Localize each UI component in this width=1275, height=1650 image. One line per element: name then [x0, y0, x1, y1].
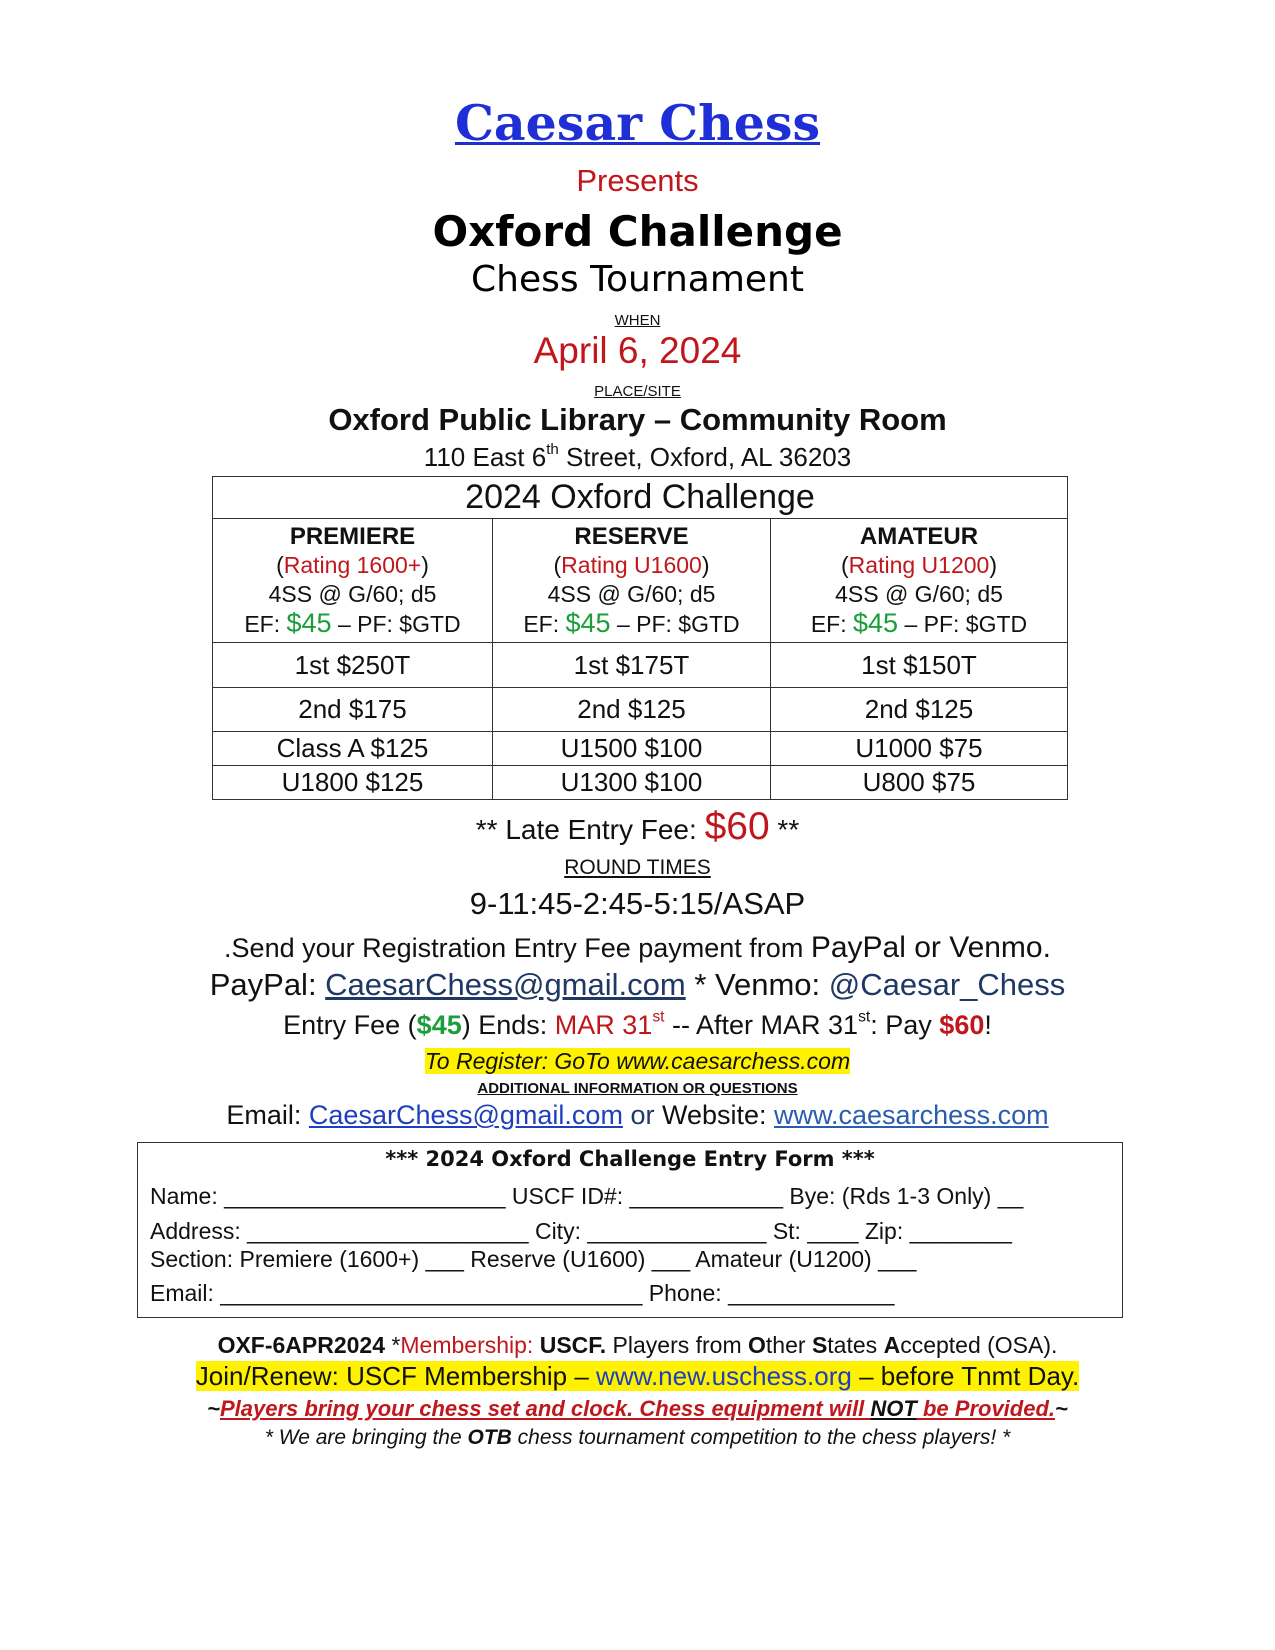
prize-cell: U1500 $100 [493, 732, 771, 766]
event-title: Oxford Challenge [432, 207, 843, 256]
payment-methods: PayPal or Venmo. [810, 931, 1051, 964]
entry-form-title: *** 2024 Oxford Challenge Entry Form *** [385, 1147, 875, 1171]
late-amount: $60 [939, 1010, 985, 1040]
paypal-email-link[interactable]: CaesarChess@gmail.com [325, 967, 686, 1002]
entry-fee-deadline [0, 1010, 1275, 1041]
round-times-label: ROUND TIMES [564, 856, 711, 879]
event-date: April 6, 2024 [533, 330, 742, 371]
membership-line [0, 1332, 1275, 1358]
section-fees [213, 609, 492, 639]
prize-cell: U1800 $125 [213, 766, 493, 800]
prize-cell: 1st $250T [213, 643, 493, 688]
after-text: -- After MAR 31 [664, 1010, 859, 1040]
late-entry-amount: $60 [704, 805, 770, 848]
round-times-value: 9-11:45-2:45-5:15/ASAP [469, 886, 806, 921]
pf-text: – PF: $GTD [898, 611, 1028, 637]
section-fees [771, 609, 1067, 639]
prize-cell: U1000 $75 [771, 732, 1068, 766]
section-name: AMATEUR [859, 523, 979, 550]
prize-cell: Class A $125 [213, 732, 493, 766]
register-text[interactable]: To Register: GoTo www.caesarchess.com [424, 1048, 851, 1074]
prize-table [212, 476, 1068, 800]
osa-letter: A [883, 1332, 901, 1358]
section-reserve [493, 519, 771, 643]
after-sup: st [858, 1008, 871, 1026]
late-entry-label: ** Late Entry Fee: [475, 814, 705, 845]
when-label: WHEN [614, 312, 661, 329]
tilde: ~ [1055, 1396, 1068, 1421]
section-fees [493, 609, 770, 639]
prize-cell: U800 $75 [771, 766, 1068, 800]
entry-form-row-contact[interactable]: Email: _________________________________ Phone: _____________ [150, 1280, 895, 1306]
deadline-sup: st [652, 1008, 665, 1026]
exclamation: ! [984, 1010, 992, 1040]
rating-text: Rating 1600+ [283, 552, 422, 578]
payment-accounts [0, 967, 1275, 1003]
section-name: RESERVE [574, 523, 689, 550]
website-label: Website: [661, 1100, 775, 1130]
join-renew-banner [0, 1362, 1275, 1392]
entry-form-row-section[interactable]: Section: Premiere (1600+) ___ Reserve (U1600) ___ Amateur (U1200) ___ [150, 1246, 917, 1272]
deadline-date [555, 1010, 665, 1040]
join-text: – before Tnmt Day. [851, 1361, 1080, 1391]
equipment-not: NOT [870, 1396, 917, 1421]
site-label: PLACE/SITE [594, 383, 681, 400]
payment-instructions [0, 931, 1275, 966]
pf-text: – PF: $GTD [331, 611, 461, 637]
equipment-text: be Provided. [916, 1396, 1056, 1421]
join-renew-highlight [196, 1361, 1079, 1391]
section-name: PREMIERE [289, 523, 416, 550]
or-text: or [622, 1100, 662, 1130]
fee-text: ) Ends: [461, 1010, 555, 1040]
osa-text: Players from [606, 1332, 749, 1358]
event-code: OXF-6APR2024 [217, 1332, 392, 1358]
late-entry-suffix: ** [769, 814, 800, 845]
register-banner [0, 1048, 1275, 1074]
section-format: 4SS @ G/60; d5 [547, 581, 716, 607]
prize-cell: 2nd $125 [771, 688, 1068, 732]
otb-text: * We are bringing the [264, 1426, 468, 1449]
ef-amount: $45 [565, 608, 611, 638]
membership-label: Membership: [400, 1332, 540, 1358]
join-text: Join/Renew: USCF Membership – [195, 1361, 597, 1391]
fee-amount: $45 [416, 1010, 462, 1040]
prize-cell: 1st $150T [771, 643, 1068, 688]
late-entry-fee [0, 805, 1275, 850]
star: * [391, 1332, 401, 1358]
ef-label: EF: [523, 611, 566, 637]
prize-cell: U1300 $100 [493, 766, 771, 800]
paypal-label: PayPal: [209, 967, 326, 1002]
venue-address [0, 440, 1275, 473]
prize-cell: 2nd $175 [213, 688, 493, 732]
address-part: 110 East 6 [423, 442, 547, 472]
osa-text: ther [765, 1332, 812, 1358]
ef-amount: $45 [286, 608, 332, 638]
send-text: .Send your Registration Entry Fee payment from [224, 933, 811, 963]
address-sup: th [546, 440, 559, 458]
deadline-text: MAR 31 [554, 1010, 653, 1040]
after-text: : Pay [870, 1010, 940, 1040]
entry-form [137, 1142, 1123, 1318]
ef-amount: $45 [853, 608, 899, 638]
entry-form-row-name[interactable]: Name: ______________________ USCF ID#: ____________ Bye: (Rds 1-3 Only) __ [150, 1183, 1024, 1209]
event-subtitle: Chess Tournament [471, 259, 804, 300]
venmo-label: Venmo: [715, 967, 829, 1002]
otb-tagline [0, 1426, 1275, 1450]
ef-label: EF: [810, 611, 853, 637]
fee-text: Entry Fee ( [283, 1010, 417, 1040]
uschess-link[interactable]: www.new.uschess.org [596, 1361, 852, 1391]
uscf-label: USCF. [539, 1332, 607, 1358]
tilde: ~ [207, 1396, 220, 1421]
pf-text: – PF: $GTD [610, 611, 740, 637]
section-format: 4SS @ G/60; d5 [268, 581, 437, 607]
presents-label: Presents [576, 163, 699, 198]
section-rating: (Rating U1200) [841, 552, 997, 578]
osa-text: ccepted (OSA). [900, 1332, 1058, 1358]
brand-title[interactable]: Caesar Chess [454, 94, 821, 152]
venue-name: Oxford Public Library – Community Room [328, 402, 947, 437]
section-rating: (Rating U1600) [553, 552, 710, 578]
rating-text: Rating U1600 [561, 552, 702, 578]
otb-bold: OTB [467, 1426, 512, 1449]
contact-line [0, 1100, 1275, 1131]
prize-table-title: 2024 Oxford Challenge [213, 477, 1068, 519]
section-rating: (Rating 1600+) [276, 552, 429, 578]
section-format: 4SS @ G/60; d5 [835, 581, 1003, 607]
address-part: Street, Oxford, AL 36203 [558, 442, 852, 472]
prize-cell: 2nd $125 [493, 688, 771, 732]
equipment-notice [0, 1396, 1275, 1421]
email-label: Email: [226, 1100, 309, 1130]
email-link[interactable]: CaesarChess@gmail.com [308, 1100, 623, 1130]
section-premiere [213, 519, 493, 643]
osa-letter: S [811, 1332, 828, 1358]
entry-form-row-address[interactable]: Address: ______________________ City: ______________ St: ____ Zip: ________ [150, 1218, 1012, 1244]
otb-text: chess tournament competition to the chess players! * [511, 1426, 1011, 1449]
venmo-handle: @Caesar_Chess [828, 967, 1066, 1002]
section-amateur [771, 519, 1068, 643]
osa-text: tates [827, 1332, 884, 1358]
additional-info-label: ADDITIONAL INFORMATION OR QUESTIONS [477, 1080, 798, 1097]
equipment-text: Players bring your chess set and clock. Chess equipment will [219, 1396, 871, 1421]
prize-cell: 1st $175T [493, 643, 771, 688]
rating-text: Rating U1200 [848, 552, 990, 578]
osa-letter: O [748, 1332, 766, 1358]
separator: * [685, 967, 715, 1002]
website-link[interactable]: www.caesarchess.com [774, 1100, 1049, 1130]
ef-label: EF: [244, 611, 287, 637]
